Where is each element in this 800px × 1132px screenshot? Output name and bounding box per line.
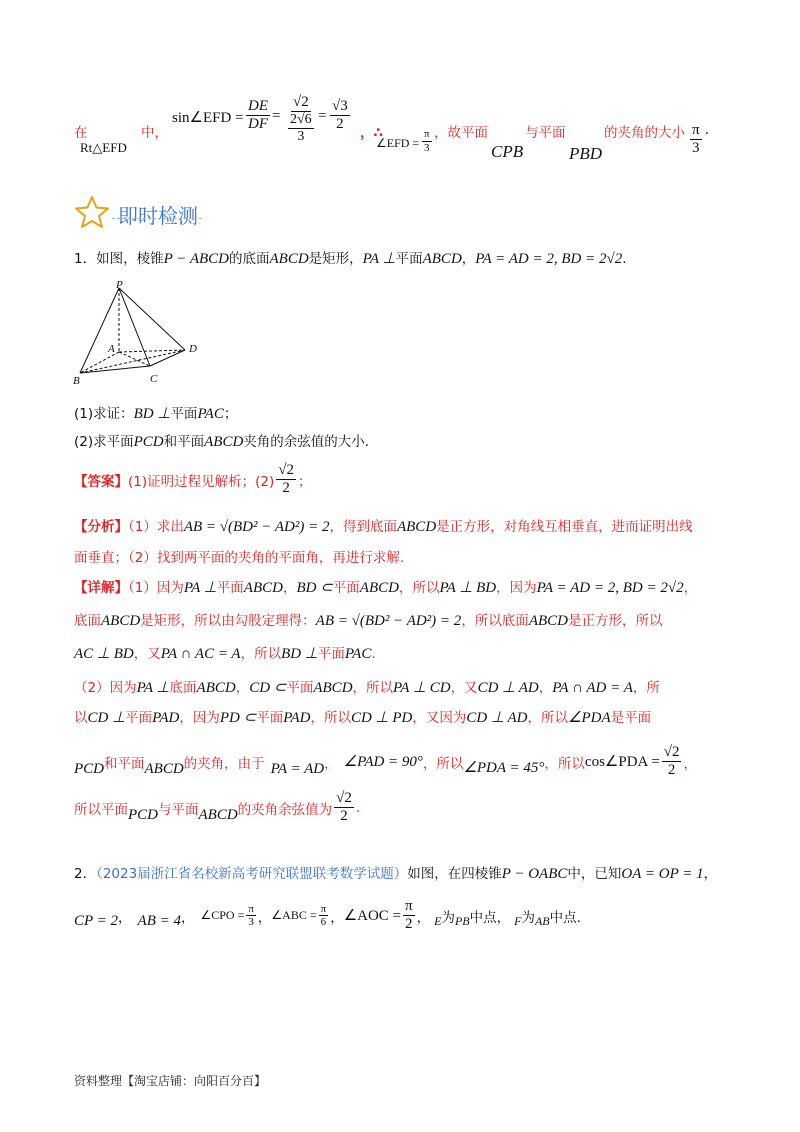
q2-line-2: CP = 2 ， AB = 4 ， ∠CPO = $\frac{\pi}{3}$ ， ∠ABC = $\frac{\pi}{6}$ ， ∠AOC = $\frac{\pi}{2}$ ， E 为 PB 中点， F 为 AB 中点.	[74, 898, 581, 933]
q1-detail-line-5: 以CD ⊥平面PAD，因为PD ⊂平面PAD，所以CD ⊥ PD，又因为CD ⊥ AD，所以∠PDA是平面	[74, 710, 652, 726]
text-zai: 在	[74, 125, 88, 141]
sin-expression: sin∠EFD =	[172, 110, 244, 126]
equals-sign-2: =	[318, 108, 327, 124]
page-footer: 资料整理【淘宝店铺：向阳百分百】	[74, 1074, 267, 1088]
figure-label-p: P	[116, 279, 123, 291]
fraction-pi-over-3: $\frac{\pi}{3}$	[424, 128, 430, 154]
therefore-symbol: ，∴	[360, 125, 383, 141]
fraction-root2-over: $\frac{√2}{\frac{2√6}{3}}$	[290, 94, 312, 145]
text-plane-1: ，故平面	[434, 125, 488, 141]
q1-detail-line-1: 【详解】（1）因为PA ⊥平面ABCD，BD ⊂平面ABCD，所以PA ⊥ BD，因为PA = AD = 2, BD = 2√2，	[74, 580, 698, 596]
q1-detail-line-3: AC ⊥ BD，又PA ∩ AC = A，所以BD ⊥平面PAC.	[74, 646, 376, 662]
angle-cpo-fraction: $\frac{\pi}{3}$	[248, 902, 254, 929]
final-fraction: $\frac{√2}{2}$	[336, 790, 352, 825]
star-outline-icon	[74, 195, 110, 229]
pyramid-figure	[70, 276, 210, 388]
cos-fraction: $\frac{√2}{2}$	[663, 744, 680, 779]
q1-stem: 1．如图，棱锥P − ABCD的底面ABCD是矩形，PA ⊥平面ABCD，PA = AD = 2, BD = 2√2.	[74, 251, 627, 267]
q1-detail-line-4: （2）因为PA ⊥底面ABCD，CD ⊂平面ABCD，所以PA ⊥ CD，又CD ⊥ AD，PA ∩ AD = A，所	[74, 680, 660, 696]
q1-part-2: (2)求平面PCD和平面ABCD夹角的余弦值的大小.	[74, 434, 370, 450]
equals-sign-1: =	[272, 108, 281, 124]
figure-label-a: A	[108, 343, 115, 355]
plane-cpb: CPB	[491, 142, 524, 161]
q1-detail-line-7: 所以平面 PCD 与平面 ABCD 的夹角余弦值为 $\frac{√2}{2}$ .	[74, 790, 361, 825]
fraction-de-df: $\frac{DE}{DF}$	[248, 98, 268, 133]
period: .	[705, 122, 709, 138]
q1-answer: 【答案】 (1)证明过程见解析；(2) $\frac{√2}{2}$ ；	[74, 462, 312, 497]
answer-fraction: $\frac{√2}{2}$	[278, 462, 294, 497]
text-plane-2: 与平面	[525, 125, 566, 141]
q1-detail-line-6: PCD 和平面 ABCD 的夹角，由于 PA = AD ， ∠PAD = 90° ，所以 ∠PDA = 45° ，所以 cos∠PDA = $\frac{√2}{2}$ ，	[74, 744, 697, 779]
figure-label-c: C	[150, 373, 158, 385]
angle-aoc-fraction: $\frac{\pi}{2}$	[405, 898, 413, 933]
q1-detail-line-2: 底面ABCD是矩形，所以由勾股定理得：AB = √(BD² − AD²) = 2，所以底面ABCD是正方形，所以	[74, 613, 663, 629]
text-angle-size: 的夹角的大小	[604, 125, 685, 141]
q1-analysis-line-2: 面垂直；（2）找到两平面的夹角的平面角，再进行求解.	[74, 550, 405, 566]
text-zhong: 中，	[141, 125, 168, 141]
angle-efd-expression: ∠EFD =	[376, 136, 420, 150]
plane-pbd: PBD	[569, 144, 603, 163]
q1-analysis-line-1: 【分析】（1）求出AB = √(BD² − AD²) = 2，得到底面ABCD是正方形，对角线互相垂直，进而证明出线	[74, 519, 693, 535]
angle-abc-fraction: $\frac{\pi}{6}$	[320, 902, 327, 929]
q2-line-1: 2．（2023届浙江省名校新高考研究联盟联考数学试题）如图，在四棱锥P − OABC中，已知OA = OP = 1，	[74, 866, 718, 882]
fraction-root3-over-2: $\frac{√3}{2}$	[332, 98, 348, 133]
figure-label-d: D	[189, 343, 197, 355]
figure-label-b: B	[73, 375, 80, 387]
result-fraction-pi-3: $\frac{\pi}{3}$	[692, 122, 700, 157]
rt-triangle-label: Rt△EFD	[80, 140, 127, 155]
section-title: 即时检测	[118, 204, 198, 228]
q1-part-1: (1)求证：BD ⊥平面PAC；	[74, 406, 238, 422]
heading-underline	[112, 218, 202, 219]
